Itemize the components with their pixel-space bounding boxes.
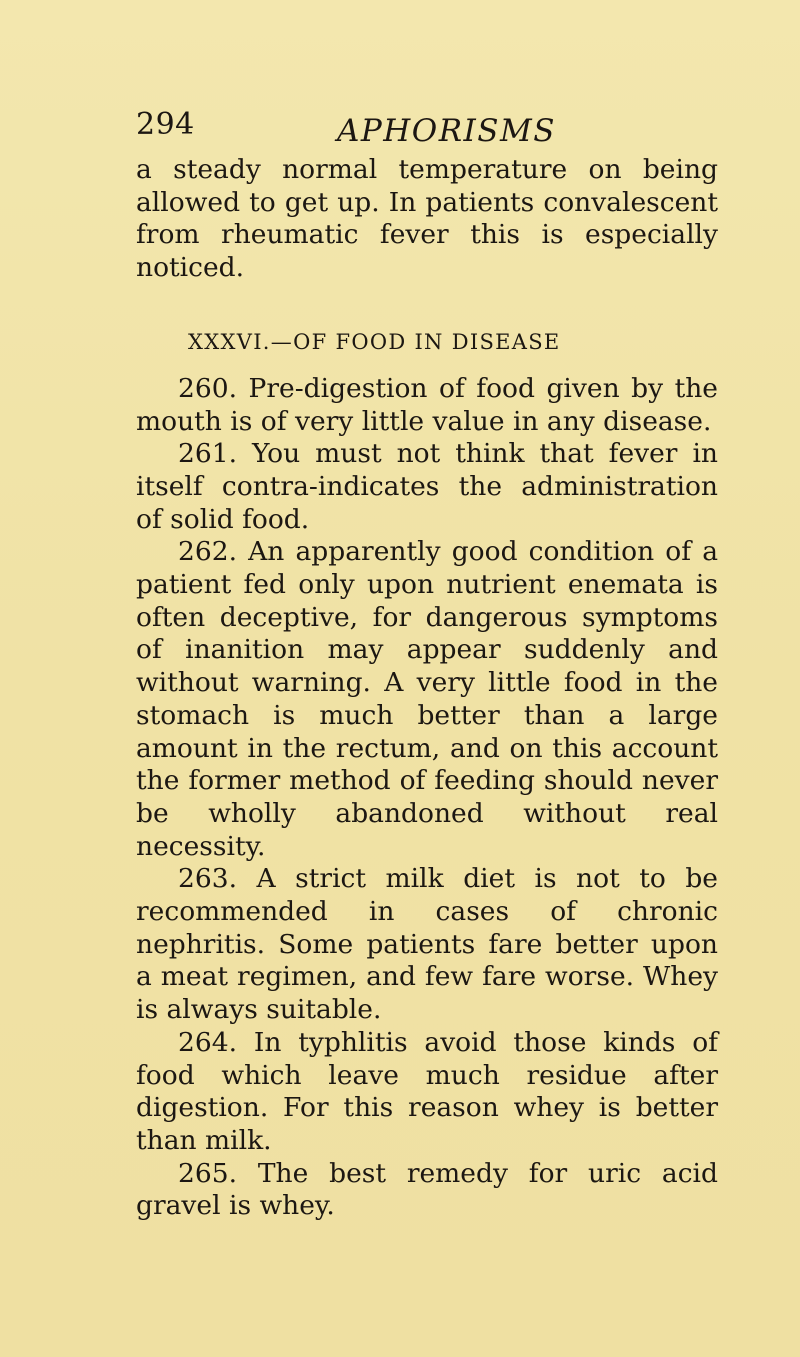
page-body (136, 154, 718, 1223)
aphorism-264: 264. In typhlitis avoid those kinds of food which leave much residue after digestion. For this reason whey is better than milk. (136, 1026, 718, 1156)
section-heading: XXXVI.—OF FOOD IN DISEASE (188, 329, 561, 354)
aphorism-261: 261. You must not think that fever in itself contra-indicates the administration of solid food. (136, 438, 718, 535)
continuation-paragraph: a steady normal temperature on being allowed to get up. In patients convalescent from rheumatic fever this is especially noticed. (136, 154, 718, 284)
page-header (136, 103, 656, 153)
running-head: APHORISMS (337, 113, 556, 149)
aphorism-265: 265. The best remedy for uric acid gravel is whey. (136, 1157, 718, 1222)
aphorism-262: 262. An apparently good condition of a patient fed only upon nutrient enemata is often deceptive, for dangerous symptoms of inanition may appear suddenly and without warning. A very little food in the stomach is much better than a large amount in the rectum, and on this account the former method of feeding should never be wholly abandoned without real necessity. (136, 536, 718, 862)
aphorism-263: 263. A strict milk diet is not to be recommended in cases of chronic nephritis. Some patients fare better upon a meat regimen, and few fare worse. Whey is always suitable. (136, 863, 718, 1026)
page-number: 294 (136, 107, 195, 142)
aphorism-260: 260. Pre-digestion of food given by the mouth is of very little value in any disease. (136, 372, 718, 437)
